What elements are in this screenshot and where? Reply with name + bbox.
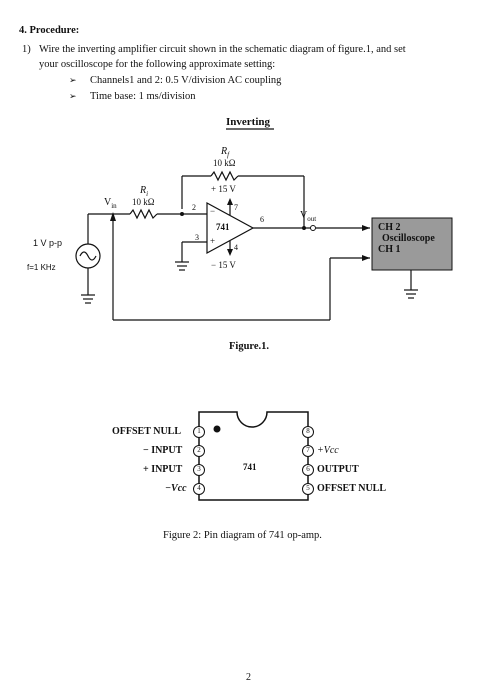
source-amplitude: 1 V p-p <box>33 238 63 248</box>
procedure-line-2: your oscilloscope for the following approximate setting: <box>39 59 276 70</box>
ri-value: 10 kΩ <box>132 197 155 207</box>
pin-number-3: 3 <box>197 465 201 473</box>
procedure-line-1: Wire the inverting amplifier circuit shown in the schematic diagram of figure.1, and set <box>39 44 406 55</box>
item-number: 1) <box>22 44 31 55</box>
bullet-timebase: Time base: 1 ms/division <box>90 91 196 102</box>
vplus-label: + 15 V <box>211 184 236 194</box>
bullet-arrow-icon: ➢ <box>69 91 77 101</box>
pin4-label: −Vcc <box>165 483 187 494</box>
scope-ch1-label: CH 1 <box>378 244 401 255</box>
source-frequency: f=1 KHz <box>27 263 56 272</box>
pin5-label: OFFSET NULL <box>317 483 386 494</box>
vminus-label: − 15 V <box>211 260 236 270</box>
figure2-caption: Figure 2: Pin diagram of 741 op-amp. <box>163 530 322 541</box>
pin-number-5: 5 <box>306 484 310 492</box>
bullet-channels: Channels1 and 2: 0.5 V/division AC coupling <box>90 75 282 86</box>
pin6-label: OUTPUT <box>317 464 359 475</box>
pin1-label: OFFSET NULL <box>112 426 181 437</box>
pin3-label: + INPUT <box>143 464 183 475</box>
chip-label: 741 <box>243 462 257 472</box>
ri-label: $R_i$ <box>140 185 149 198</box>
pin1-marker-dot <box>214 426 221 433</box>
pin-6-label: 6 <box>260 215 264 224</box>
pin-3-label: 3 <box>195 233 199 242</box>
pin-number-8: 8 <box>306 427 310 435</box>
minus-sign: − <box>210 206 216 216</box>
pin2-label: − INPUT <box>143 445 183 456</box>
pin-number-4: 4 <box>197 484 201 492</box>
bullet-arrow-icon: ➢ <box>69 75 77 85</box>
opamp-label: 741 <box>216 222 230 232</box>
figure1-title: Inverting <box>226 116 270 128</box>
pin-number-2: 2 <box>197 446 201 454</box>
pin7-label: +Vcc <box>317 445 339 456</box>
scope-ch2-label: CH 2 <box>378 222 401 233</box>
pin-2-label: 2 <box>192 203 196 212</box>
section-heading: 4. Procedure: <box>19 25 80 36</box>
rf-value: 10 kΩ <box>213 158 236 168</box>
plus-sign: + <box>210 236 216 246</box>
pin-number-1: 1 <box>197 427 201 435</box>
vin-label: $V_{in}$ <box>104 197 117 210</box>
pin-4-label: 4 <box>234 243 238 252</box>
pin-number-6: 6 <box>306 465 310 473</box>
pin-7-label: 7 <box>234 203 238 212</box>
pin-number-7: 7 <box>306 446 310 454</box>
scope-name-label: Oscilloscope <box>382 233 435 244</box>
figure1-caption: Figure.1. <box>229 341 270 352</box>
chip-body <box>199 412 308 500</box>
page-number: 2 <box>246 672 251 683</box>
rf-label: $R_f$ <box>221 146 230 159</box>
vout-label: $V_{out}$ <box>300 210 317 223</box>
